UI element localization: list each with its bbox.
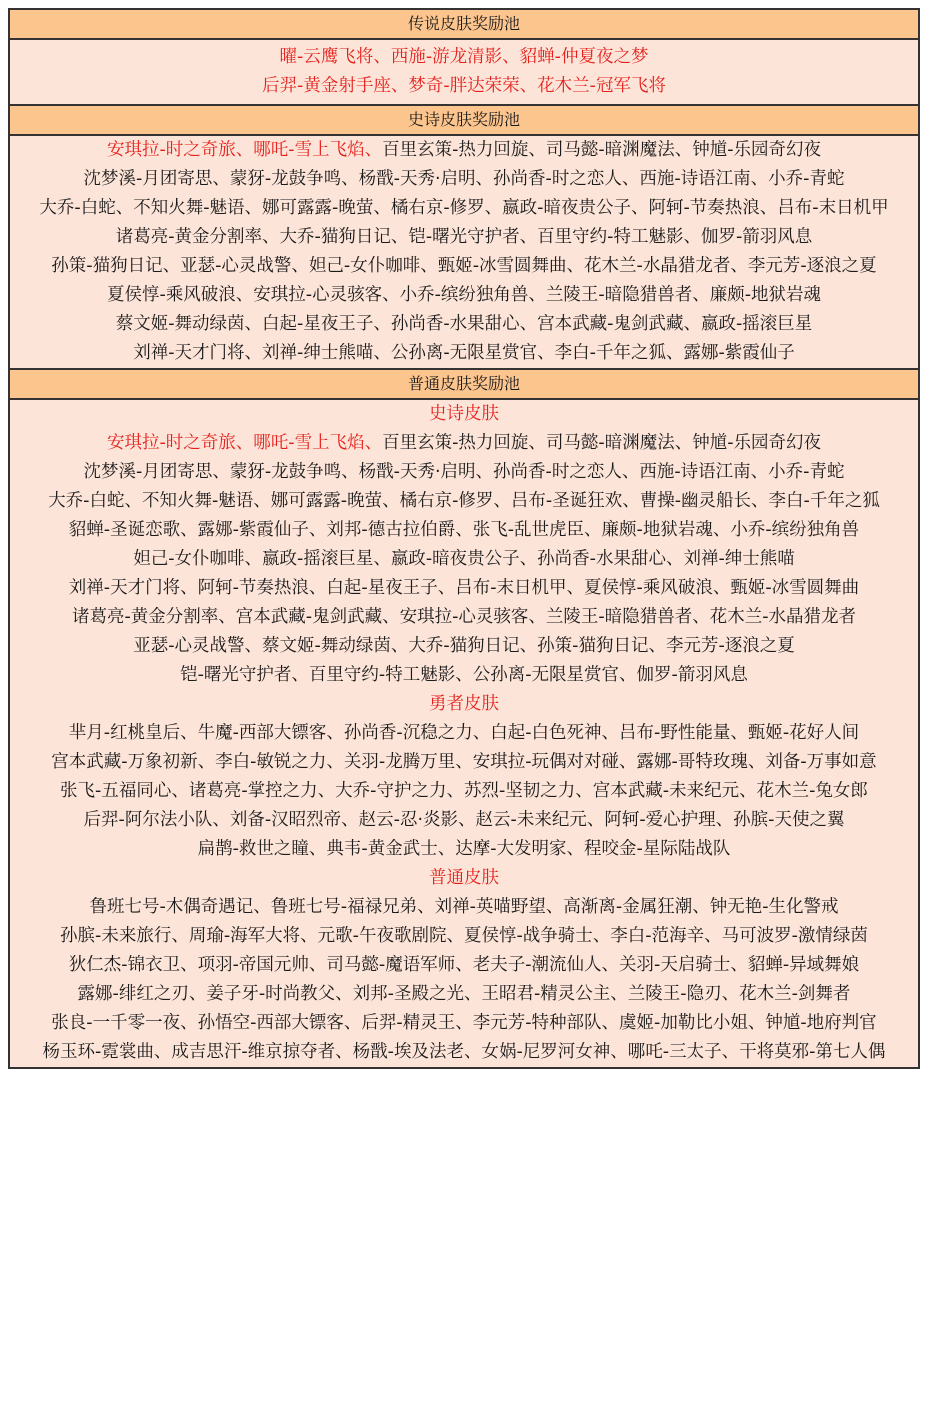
pool-line: 铠-曙光守护者、百里守约-特工魅影、公孙离-无限星赏官、伽罗-箭羽风息 <box>180 665 748 685</box>
pool-line: 鲁班七号-木偶奇遇记、鲁班七号-福禄兄弟、刘禅-英喵野望、高渐离-金属狂潮、钟无艳-生化警戒 <box>89 897 839 917</box>
epic-line: 大乔-白蛇、不知火舞-魅语、娜可露露-晚萤、橘右京-修罗、嬴政-暗夜贵公子、阿轲-节奏热浪、吕布-末日机甲 <box>39 198 889 218</box>
pool-line: 芈月-红桃皇后、牛魔-西部大镖客、孙尚香-沉稳之力、白起-白色死神、吕布-野性能量、甄姬-花好人间 <box>68 723 860 743</box>
epic-pool-header: 史诗皮肤奖励池 <box>10 106 918 136</box>
pool-line: 张良-一千零一夜、孙悟空-西部大镖客、后羿-精灵王、李元芳-特种部队、虞姬-加勒比小姐、钟馗-地府判官 <box>51 1013 877 1033</box>
normal-pool-list <box>10 400 918 1067</box>
pool-line: 孙膑-未来旅行、周瑜-海军大将、元歌-午夜歌剧院、夏侯惇-战争骑士、李白-范海辛、马可波罗-激情绿茵 <box>60 926 868 946</box>
epic-pool-section <box>10 106 918 370</box>
legend-line: 曜-云鹰飞将、西施-游龙清影、貂蝉-仲夏夜之梦 <box>279 47 649 67</box>
epic-line: 沈梦溪-月团寄思、蒙犽-龙鼓争鸣、杨戬-天秀·启明、孙尚香-时之恋人、西施-诗语江南、小乔-青蛇 <box>83 169 845 189</box>
pool-line: 张飞-五福同心、诸葛亮-掌控之力、大乔-守护之力、苏烈-坚韧之力、宫本武藏-未来纪元、花木兰-兔女郎 <box>60 781 868 801</box>
pool-line: 貂蝉-圣诞恋歌、露娜-紫霞仙子、刘邦-德古拉伯爵、张飞-乱世虎臣、廉颇-地狱岩魂、小乔-缤纷独角兽 <box>68 520 860 540</box>
pool-highlight: 安琪拉-时之奇旅、哪吒-雪上飞焰、 <box>106 433 383 453</box>
pool-line: 扁鹊-救世之瞳、典韦-黄金武士、达摩-大发明家、程咬金-星际陆战队 <box>197 839 731 859</box>
legend-pool-header: 传说皮肤奖励池 <box>10 10 918 40</box>
epic-line <box>12 136 916 165</box>
epic-line: 刘禅-天才门将、刘禅-绅士熊喵、公孙离-无限星赏官、李白-千年之狐、露娜-紫霞仙子 <box>133 343 795 363</box>
skin-reward-table <box>8 8 920 1069</box>
epic-line: 夏侯惇-乘风破浪、安琪拉-心灵骇客、小乔-缤纷独角兽、兰陵王-暗隐猎兽者、廉颇-地狱岩魂 <box>106 285 822 305</box>
normal-pool-header: 普通皮肤奖励池 <box>10 370 918 400</box>
legend-line: 后羿-黄金射手座、梦奇-胖达荣荣、花木兰-冠军飞将 <box>262 76 666 96</box>
pool-line: 亚瑟-心灵战警、蔡文姬-舞动绿茵、大乔-猫狗日记、孙策-猫狗日记、李元芳-逐浪之夏 <box>133 636 795 656</box>
legend-pool-list <box>10 40 918 106</box>
pool-line-rest: 百里玄策-热力回旋、司马懿-暗渊魔法、钟馗-乐园奇幻夜 <box>382 433 822 453</box>
pool-line: 宫本武藏-万象初新、李白-敏锐之力、关羽-龙腾万里、安琪拉-玩偶对对碰、露娜-哥特玫瑰、刘备-万事如意 <box>51 752 877 772</box>
normal-pool-section <box>10 370 918 1067</box>
legend-pool-section <box>10 10 918 106</box>
pool-line: 大乔-白蛇、不知火舞-魅语、娜可露露-晚萤、橘右京-修罗、吕布-圣诞狂欢、曹操-幽灵船长、李白-千年之狐 <box>48 491 880 511</box>
subheading-normal: 普通皮肤 <box>429 868 499 888</box>
epic-pool-list <box>10 136 918 370</box>
subheading-brave: 勇者皮肤 <box>429 694 499 714</box>
pool-line: 沈梦溪-月团寄思、蒙犽-龙鼓争鸣、杨戬-天秀·启明、孙尚香-时之恋人、西施-诗语江南、小乔-青蛇 <box>83 462 845 482</box>
subheading-epic: 史诗皮肤 <box>429 404 499 424</box>
epic-line-rest: 百里玄策-热力回旋、司马懿-暗渊魔法、钟馗-乐园奇幻夜 <box>382 140 822 160</box>
epic-highlight: 安琪拉-时之奇旅、哪吒-雪上飞焰、 <box>106 140 383 160</box>
pool-line: 后羿-阿尔法小队、刘备-汉昭烈帝、赵云-忍·炎影、赵云-未来纪元、阿轲-爱心护理、孙膑-天使之翼 <box>83 810 845 830</box>
pool-line: 杨玉环-霓裳曲、成吉思汗-维京掠夺者、杨戬-埃及法老、女娲-尼罗河女神、哪吒-三太子、干将莫邪-第七人偶 <box>42 1042 886 1062</box>
pool-line: 狄仁杰-锦衣卫、项羽-帝国元帅、司马懿-魔语军师、老夫子-潮流仙人、关羽-天启骑士、貂蝉-异域舞娘 <box>68 955 860 975</box>
pool-line: 诸葛亮-黄金分割率、宫本武藏-鬼剑武藏、安琪拉-心灵骇客、兰陵王-暗隐猎兽者、花木兰-水晶猎龙者 <box>71 607 857 627</box>
epic-line: 蔡文姬-舞动绿茵、白起-星夜王子、孙尚香-水果甜心、宫本武藏-鬼剑武藏、嬴政-摇滚巨星 <box>115 314 813 334</box>
pool-line: 刘禅-天才门将、阿轲-节奏热浪、白起-星夜王子、吕布-末日机甲、夏侯惇-乘风破浪、甄姬-冰雪圆舞曲 <box>68 578 860 598</box>
pool-line <box>12 429 916 458</box>
pool-line: 露娜-绯红之刃、姜子牙-时尚教父、刘邦-圣殿之光、王昭君-精灵公主、兰陵王-隐刃、花木兰-剑舞者 <box>77 984 851 1004</box>
pool-line: 妲己-女仆咖啡、嬴政-摇滚巨星、嬴政-暗夜贵公子、孙尚香-水果甜心、刘禅-绅士熊喵 <box>133 549 795 569</box>
epic-line: 诸葛亮-黄金分割率、大乔-猫狗日记、铠-曙光守护者、百里守约-特工魅影、伽罗-箭羽风息 <box>115 227 813 247</box>
epic-line: 孙策-猫狗日记、亚瑟-心灵战警、妲己-女仆咖啡、甄姬-冰雪圆舞曲、花木兰-水晶猎龙者、李元芳-逐浪之夏 <box>51 256 877 276</box>
